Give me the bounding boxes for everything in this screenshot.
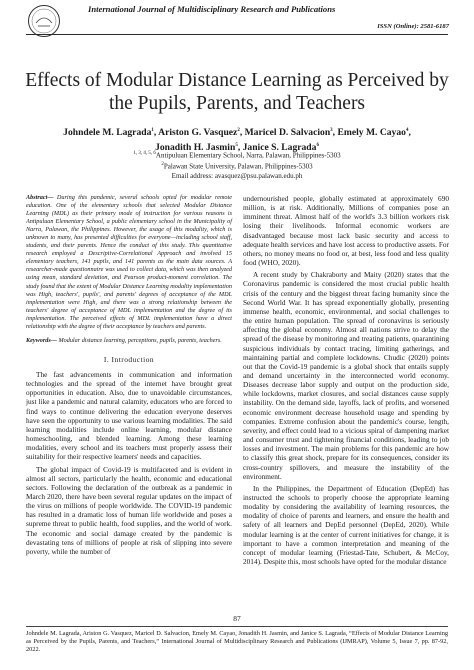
affiliation-line: Palawan State University, Palawan, Philippines-5303 bbox=[163, 162, 313, 171]
left-column bbox=[26, 194, 232, 556]
keywords-label: Keywords— bbox=[26, 336, 57, 344]
body-paragraph: The global impact of Covid-19 is multifaceted and is evident in almost all sectors, particularly the health, economic and educational sectors. Following the declaration of the outbreak as a pandemic in March 2020, there have been several regular updates on the impact of the virus on millions of people worldwide. The COVID-19 pandemic has resulted in a dramatic loss of human life worldwide and poses a supreme threat to public health, food supplies, and the world of work. The economic and social damage created by the pandemic is devastating tens of millions of people at risk of slipping into severe poverty, while the number of bbox=[26, 464, 232, 556]
abstract-label: Abstract— bbox=[26, 194, 54, 201]
author-name: Johndele M. Lagrada bbox=[63, 127, 152, 139]
journal-name: International Journal of Multidisciplinary Research and Publications bbox=[88, 4, 336, 14]
author-name: Jonadith H. Jasmin bbox=[155, 142, 236, 154]
affiliations: $^{1, 3, 4, 5, 6}$Antipuluan Elementary School, Narra, Palawan, Philippines-5303 $^2$Palawan State University, Palawan, Philippines-5303 Email address: avasquez@psu.palawan.edu.ph bbox=[20, 149, 454, 181]
email-address: Email address: avasquez@psu.palawan.edu.ph bbox=[171, 171, 303, 180]
body-paragraph: In the Philippines, the Department of Education (DepEd) has instructed the schools to properly choose the appropriate learning modality by considering the availability of learning resources, the modality of choice of parents and learners, and ensure the health and safety of all learners and DepEd personnel (DepEd, 2020). While modular learning is at the center of current initiatives for change, it is important to have a common interpretation and meaning of the concept of modular learning (Friestad-Tate, Schubert, & McCoy, 2014). Despite this, most schools have opted for the modular distance bbox=[243, 483, 449, 567]
paper-title: Effects of Modular Distance Learning as Perceived by the Pupils, Parents, and Teachers bbox=[25, 70, 449, 114]
body-paragraph: undernourished people, globally estimated at approximately 690 million, is at risk. Additionally, Millions of companies pose an imminent threat. Almost half of the world's 3.3 billion workers risk losing their livelihoods. Informal economic workers are disadvantaged because most lack basic security and access to adequate health services and have lost access to productive assets. For others, no money means no food or, at best, less food and less quality food (WHO, 2020). bbox=[243, 194, 449, 268]
keywords-text: Modular distance learning, perceptions, pupils, parents, teachers. bbox=[56, 336, 222, 344]
keywords bbox=[26, 337, 232, 345]
abstract-text: During this pandemic, several schools opted for modular remote education. One of the elementary schools that selected Modular Distance Learning (MDL) as their primary mode of instruction for various reasons is Antipuluan Elementary School, a public elementary school in the Municipality of Narra, Palawan, the Philippines. However, the usage of this modality, which is unknown to many, has presented difficulties for everyone—including school staff, students, and their parents. Hence the conduct of this study. This quantitative research employed a Descriptive-Correlational Approach and involved 15 elementary teachers, 141 pupils, and 141 parents as the main data sources. A researcher-made questionnaire was used to collect data, which was then analyzed using mean, standard deviation, and Pearson product-moment correlation. The study found that the extent of Modular Distance Learning modality implementation was High, teachers', pupils', and parents' degrees of acceptance of the MDL implementation were High, and there was a strong relationship between the teachers' degree of acceptance of MDL implementation and the degree of its implementation. The perceived effects of MDL implementation have a direct relationship with the degree of their acceptance by teachers and parents. bbox=[26, 194, 232, 330]
section-heading: I. Introduction bbox=[103, 354, 155, 364]
page-number: 87 bbox=[233, 614, 241, 623]
author-name: Emely M. Cayao bbox=[337, 127, 406, 139]
citation-footer: Johndele M. Lagrada, Ariston G. Vasquez, Maricel D. Salvacion, Emely M. Cayao, Jonadith H. Jasmin, and Janice S. Lagrada, “Effects of Modular Distance Learning as Perceived by the Pupils, Parents, and Teachers,” International Journal of Multidisciplinary Research and Publications (IJMRAP), Volume 5, Issue 7, pp. 87-92, 2022. bbox=[26, 630, 448, 653]
author-name: Janice S. Lagrada bbox=[242, 142, 317, 154]
author-name: Maricel D. Salvacion bbox=[244, 127, 331, 139]
author-list: Johndele M. Lagrada$^1$, Ariston G. Vasquez$^2$, Maricel D. Salvacion$^3$, Emely M. Cayao$^4$, Jonadith H. Jasmin$^5$, Janice S. Lagrada$^6$ bbox=[63, 127, 411, 154]
body-paragraph: A recent study by Chakraborty and Maity (2020) states that the Coronavirus pandemic is considered the most crucial public health crisis of the century and the biggest threat facing humanity since the Second World War. It has spread exponentially globally, presenting immense health, economic, environmental, and social challenges to the entire human population. The spread of coronavirus is seriously affecting the global economy. Almost all nations strive to delay the spread of the disease by monitoring and treating patients, quarantining suspicious individuals by contact tracing, limiting gatherings, and maintaining partial and complete lockdowns. Chudic (2020) points out that the Covid-19 pandemic is a global shock that entails supply and demand uncertainty in the interconnected world economy. Diseases decrease labor supply and output on the production side, while lockdowns, market closures, and social distances cause supply instability. On the demand side, layoffs, lack of profits, and worsened economic environment decrease household usage and spending by companies. Extreme confusion about the pandemic's course, length, severity, and effect could lead to a vicious spiral of dampening market and consumer trust and tightening financial conditions, leading to job losses and investment. The main problems for this pandemic are how to classify this great shock, prepare for its consequences, consider its cross-country spillovers, and measure the instability of the environment. bbox=[243, 270, 449, 481]
header-rule bbox=[26, 34, 448, 35]
affiliation-line: Antipuluan Elementary School, Narra, Palawan, Philippines-5303 bbox=[155, 151, 341, 160]
footer-rule bbox=[26, 626, 448, 627]
issn: ISSN (Online): 2581-6187 bbox=[377, 23, 449, 30]
right-column bbox=[243, 194, 449, 566]
journal-logo-icon bbox=[27, 4, 61, 38]
body-paragraph: The fast advancements in communication and information technologies and the spread of the internet have brought great opportunities in education. Also, due to unavoidable circumstances, just like a pandemic and natural calamity, educators who are forced to find ways to continue delivering the education everyone deserves have seen the opportunity to use various learning modalities. The said learning modalities include online learning, modular distance homeschooling, and blended learning. Among these learning modalities, every school and its teachers must properly assess their suitability for their respective learners' needs and capacities. bbox=[26, 369, 232, 462]
author-name: Ariston G. Vasquez bbox=[158, 127, 238, 139]
abstract bbox=[26, 194, 232, 331]
